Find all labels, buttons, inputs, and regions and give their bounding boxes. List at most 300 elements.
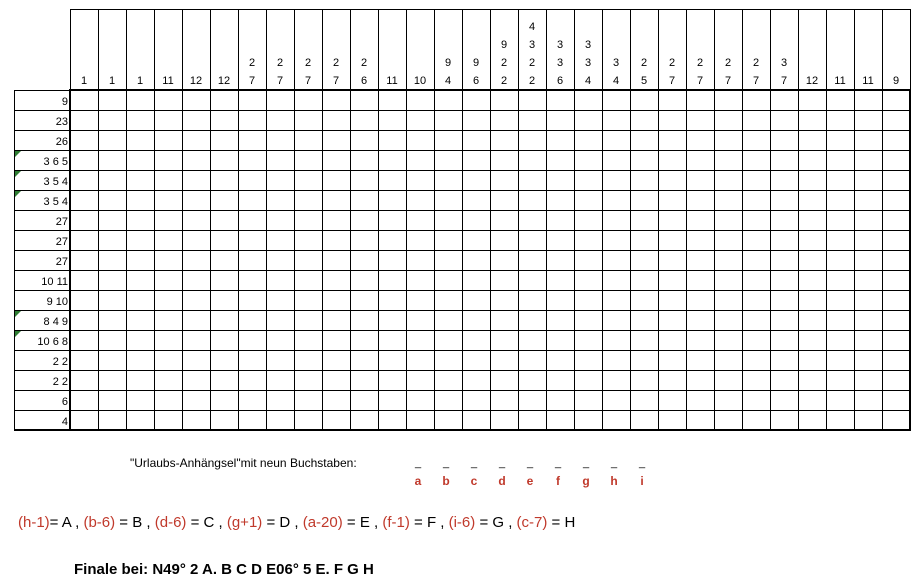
grid-cell[interactable] [99,251,126,270]
grid-cell[interactable] [631,191,658,210]
grid-cell[interactable] [603,351,630,370]
grid-cell[interactable] [855,91,882,110]
grid-cell[interactable] [295,311,322,330]
grid-cell[interactable] [435,231,462,250]
grid-cell[interactable] [211,131,238,150]
grid-cell[interactable] [99,231,126,250]
grid-cell[interactable] [883,351,910,370]
grid-cell[interactable] [183,311,210,330]
grid-cell[interactable] [603,251,630,270]
grid-cell[interactable] [519,151,546,170]
grid-cell[interactable] [351,251,378,270]
grid-cell[interactable] [155,151,182,170]
grid-cell[interactable] [99,171,126,190]
grid-cell[interactable] [883,291,910,310]
grid-cell[interactable] [127,151,154,170]
grid-cell[interactable] [715,251,742,270]
grid-cell[interactable] [351,291,378,310]
grid-cell[interactable] [799,191,826,210]
grid-cell[interactable] [827,91,854,110]
grid-cell[interactable] [743,371,770,390]
grid-cell[interactable] [603,391,630,410]
grid-cell[interactable] [715,351,742,370]
grid-cell[interactable] [463,111,490,130]
grid-cell[interactable] [71,111,98,130]
grid-cell[interactable] [323,231,350,250]
grid-cell[interactable] [771,191,798,210]
grid-cell[interactable] [183,411,210,430]
grid-cell[interactable] [799,291,826,310]
grid-cell[interactable] [575,271,602,290]
grid-cell[interactable] [771,411,798,430]
grid-cell[interactable] [659,371,686,390]
grid-cell[interactable] [295,391,322,410]
grid-cell[interactable] [547,131,574,150]
grid-cell[interactable] [883,231,910,250]
grid-cell[interactable] [771,371,798,390]
grid-cell[interactable] [183,351,210,370]
grid-cell[interactable] [155,91,182,110]
grid-cell[interactable] [715,271,742,290]
grid-cell[interactable] [267,191,294,210]
grid-cell[interactable] [351,271,378,290]
grid-cell[interactable] [155,311,182,330]
grid-cell[interactable] [659,191,686,210]
grid-cell[interactable] [127,351,154,370]
letter-slot[interactable] [496,458,508,488]
grid-cell[interactable] [127,311,154,330]
grid-cell[interactable] [127,191,154,210]
grid-cell[interactable] [827,251,854,270]
grid-cell[interactable] [239,211,266,230]
grid-cell[interactable] [743,91,770,110]
grid-cell[interactable] [687,171,714,190]
grid-cell[interactable] [435,171,462,190]
grid-cell[interactable] [491,251,518,270]
grid-cell[interactable] [519,271,546,290]
grid-cell[interactable] [547,331,574,350]
grid-cell[interactable] [407,271,434,290]
grid-cell[interactable] [295,251,322,270]
grid-cell[interactable] [547,171,574,190]
grid-cell[interactable] [659,91,686,110]
grid-cell[interactable] [211,231,238,250]
grid-cell[interactable] [239,91,266,110]
grid-cell[interactable] [99,331,126,350]
grid-cell[interactable] [519,371,546,390]
grid-cell[interactable] [71,171,98,190]
grid-cell[interactable] [547,251,574,270]
grid-cell[interactable] [547,271,574,290]
grid-cell[interactable] [183,231,210,250]
grid-cell[interactable] [463,171,490,190]
grid-cell[interactable] [547,151,574,170]
grid-cell[interactable] [771,231,798,250]
grid-cell[interactable] [519,171,546,190]
grid-cell[interactable] [827,171,854,190]
grid-cell[interactable] [715,311,742,330]
grid-cell[interactable] [183,171,210,190]
grid-cell[interactable] [519,391,546,410]
grid-cell[interactable] [295,271,322,290]
grid-cell[interactable] [463,211,490,230]
letter-slot[interactable] [636,458,648,488]
grid-cell[interactable] [631,211,658,230]
grid-cell[interactable] [519,331,546,350]
grid-cell[interactable] [883,311,910,330]
letter-slot[interactable] [580,458,592,488]
grid-cell[interactable] [883,411,910,430]
grid-cell[interactable] [351,231,378,250]
letter-slot[interactable] [524,458,536,488]
grid-cell[interactable] [491,371,518,390]
grid-cell[interactable] [715,111,742,130]
grid-cell[interactable] [743,211,770,230]
grid-cell[interactable] [435,311,462,330]
grid-cell[interactable] [687,91,714,110]
grid-cell[interactable] [99,291,126,310]
grid-cell[interactable] [183,131,210,150]
grid-cell[interactable] [883,151,910,170]
grid-cell[interactable] [519,251,546,270]
grid-cell[interactable] [575,191,602,210]
grid-cell[interactable] [799,371,826,390]
grid-cell[interactable] [155,191,182,210]
grid-cell[interactable] [743,111,770,130]
grid-cell[interactable] [155,351,182,370]
grid-cell[interactable] [491,351,518,370]
grid-cell[interactable] [743,171,770,190]
grid-cell[interactable] [575,391,602,410]
grid-cell[interactable] [631,231,658,250]
grid-cell[interactable] [715,291,742,310]
grid-cell[interactable] [71,231,98,250]
grid-cell[interactable] [407,411,434,430]
grid-cell[interactable] [99,351,126,370]
grid-cell[interactable] [71,191,98,210]
grid-cell[interactable] [435,391,462,410]
grid-cell[interactable] [435,191,462,210]
grid-cell[interactable] [155,271,182,290]
grid-cell[interactable] [687,231,714,250]
grid-cell[interactable] [827,151,854,170]
grid-cell[interactable] [519,211,546,230]
grid-cell[interactable] [267,331,294,350]
grid-cell[interactable] [71,251,98,270]
grid-cell[interactable] [575,91,602,110]
grid-cell[interactable] [267,371,294,390]
grid-cell[interactable] [267,111,294,130]
grid-cell[interactable] [323,291,350,310]
grid-cell[interactable] [351,331,378,350]
grid-cell[interactable] [855,371,882,390]
grid-cell[interactable] [575,371,602,390]
grid-cell[interactable] [519,111,546,130]
grid-cell[interactable] [575,331,602,350]
grid-cell[interactable] [239,351,266,370]
grid-cell[interactable] [519,311,546,330]
grid-cell[interactable] [603,231,630,250]
grid-cell[interactable] [771,351,798,370]
grid-cell[interactable] [155,211,182,230]
grid-cell[interactable] [631,371,658,390]
grid-cell[interactable] [239,411,266,430]
grid-cell[interactable] [183,111,210,130]
grid-cell[interactable] [575,351,602,370]
grid-cell[interactable] [659,391,686,410]
grid-cell[interactable] [183,331,210,350]
grid-cell[interactable] [267,211,294,230]
grid-cell[interactable] [435,271,462,290]
grid-cell[interactable] [407,171,434,190]
grid-cell[interactable] [183,251,210,270]
grid-cell[interactable] [127,131,154,150]
grid-cell[interactable] [799,331,826,350]
grid-cell[interactable] [239,191,266,210]
grid-cell[interactable] [855,391,882,410]
grid-cell[interactable] [855,151,882,170]
grid-cell[interactable] [715,231,742,250]
grid-cell[interactable] [407,151,434,170]
grid-cell[interactable] [547,291,574,310]
grid-cell[interactable] [295,371,322,390]
grid-cell[interactable] [71,131,98,150]
grid-cell[interactable] [715,191,742,210]
grid-cell[interactable] [603,331,630,350]
grid-cell[interactable] [547,231,574,250]
grid-cell[interactable] [547,91,574,110]
grid-cell[interactable] [71,91,98,110]
grid-cell[interactable] [491,171,518,190]
grid-cell[interactable] [687,151,714,170]
grid-cell[interactable] [127,331,154,350]
grid-cell[interactable] [127,211,154,230]
grid-cell[interactable] [351,151,378,170]
grid-cell[interactable] [659,291,686,310]
grid-cell[interactable] [379,211,406,230]
grid-cell[interactable] [379,251,406,270]
grid-cell[interactable] [743,351,770,370]
grid-cell[interactable] [771,271,798,290]
grid-cell[interactable] [603,171,630,190]
grid-cell[interactable] [379,111,406,130]
grid-cell[interactable] [323,351,350,370]
grid-cell[interactable] [435,331,462,350]
grid-cell[interactable] [743,131,770,150]
grid-cell[interactable] [603,111,630,130]
grid-cell[interactable] [127,371,154,390]
grid-cell[interactable] [323,211,350,230]
grid-cell[interactable] [211,311,238,330]
grid-cell[interactable] [379,271,406,290]
grid-cell[interactable] [519,351,546,370]
grid-cell[interactable] [827,391,854,410]
grid-cell[interactable] [127,291,154,310]
grid-cell[interactable] [351,171,378,190]
grid-cell[interactable] [883,211,910,230]
grid-cell[interactable] [827,371,854,390]
grid-cell[interactable] [659,151,686,170]
grid-cell[interactable] [127,111,154,130]
grid-cell[interactable] [603,371,630,390]
letter-slot[interactable] [412,458,424,488]
grid-cell[interactable] [323,191,350,210]
grid-cell[interactable] [155,231,182,250]
grid-cell[interactable] [603,91,630,110]
grid-cell[interactable] [855,251,882,270]
grid-cell[interactable] [407,131,434,150]
grid-cell[interactable] [267,131,294,150]
grid-cell[interactable] [883,111,910,130]
grid-cell[interactable] [771,91,798,110]
grid-cell[interactable] [659,211,686,230]
grid-cell[interactable] [603,271,630,290]
grid-cell[interactable] [295,411,322,430]
grid-cell[interactable] [463,191,490,210]
grid-cell[interactable] [211,271,238,290]
grid-cell[interactable] [715,331,742,350]
grid-cell[interactable] [715,151,742,170]
grid-cell[interactable] [99,411,126,430]
grid-cell[interactable] [603,311,630,330]
grid-cell[interactable] [743,271,770,290]
grid-cell[interactable] [743,391,770,410]
grid-cell[interactable] [183,291,210,310]
grid-cell[interactable] [855,331,882,350]
grid-cell[interactable] [743,291,770,310]
grid-cell[interactable] [547,391,574,410]
grid-cell[interactable] [603,211,630,230]
grid-cell[interactable] [407,111,434,130]
grid-cell[interactable] [127,271,154,290]
grid-cell[interactable] [575,291,602,310]
grid-cell[interactable] [71,151,98,170]
grid-cell[interactable] [267,251,294,270]
grid-cell[interactable] [127,91,154,110]
grid-cell[interactable] [239,131,266,150]
grid-cell[interactable] [379,371,406,390]
grid-cell[interactable] [99,191,126,210]
grid-cell[interactable] [127,171,154,190]
grid-cell[interactable] [715,411,742,430]
grid-cell[interactable] [323,111,350,130]
grid-cell[interactable] [127,251,154,270]
grid-cell[interactable] [799,131,826,150]
grid-cell[interactable] [491,231,518,250]
grid-cell[interactable] [603,131,630,150]
grid-cell[interactable] [491,211,518,230]
grid-cell[interactable] [799,151,826,170]
grid-cell[interactable] [687,271,714,290]
grid-cell[interactable] [463,311,490,330]
grid-cell[interactable] [491,151,518,170]
grid-cell[interactable] [575,131,602,150]
grid-cell[interactable] [715,171,742,190]
grid-cell[interactable] [491,191,518,210]
grid-cell[interactable] [631,351,658,370]
grid-cell[interactable] [155,131,182,150]
grid-cell[interactable] [295,111,322,130]
grid-cell[interactable] [155,391,182,410]
grid-cell[interactable] [463,231,490,250]
grid-cell[interactable] [267,171,294,190]
grid-cell[interactable] [631,111,658,130]
grid-cell[interactable] [295,231,322,250]
grid-cell[interactable] [239,231,266,250]
grid-cell[interactable] [267,351,294,370]
grid-cell[interactable] [463,351,490,370]
grid-cell[interactable] [407,251,434,270]
grid-cell[interactable] [715,91,742,110]
grid-cell[interactable] [883,191,910,210]
grid-cell[interactable] [435,411,462,430]
grid-cell[interactable] [351,371,378,390]
grid-cell[interactable] [799,311,826,330]
grid-cell[interactable] [295,91,322,110]
grid-cell[interactable] [71,351,98,370]
grid-cell[interactable] [155,251,182,270]
grid-cell[interactable] [435,151,462,170]
grid-cell[interactable] [463,131,490,150]
grid-cell[interactable] [575,411,602,430]
grid-cell[interactable] [575,251,602,270]
grid-cell[interactable] [99,91,126,110]
grid-cell[interactable] [799,211,826,230]
grid-cell[interactable] [883,251,910,270]
grid-cell[interactable] [855,111,882,130]
grid-cell[interactable] [435,291,462,310]
grid-cell[interactable] [267,411,294,430]
grid-cell[interactable] [715,391,742,410]
grid-cell[interactable] [239,251,266,270]
grid-cell[interactable] [687,111,714,130]
grid-cell[interactable] [771,111,798,130]
grid-cell[interactable] [323,371,350,390]
grid-cell[interactable] [323,311,350,330]
grid-cell[interactable] [715,131,742,150]
grid-cell[interactable] [855,171,882,190]
grid-cell[interactable] [155,171,182,190]
grid-cell[interactable] [771,311,798,330]
grid-cell[interactable] [883,391,910,410]
grid-cell[interactable] [855,211,882,230]
grid-cell[interactable] [659,231,686,250]
grid-cell[interactable] [379,331,406,350]
grid-cell[interactable] [575,211,602,230]
grid-cell[interactable] [743,231,770,250]
grid-cell[interactable] [575,171,602,190]
grid-cell[interactable] [743,151,770,170]
grid-cell[interactable] [407,311,434,330]
grid-cell[interactable] [547,211,574,230]
grid-cell[interactable] [435,371,462,390]
grid-cell[interactable] [435,131,462,150]
grid-cell[interactable] [407,291,434,310]
grid-cell[interactable] [519,131,546,150]
grid-cell[interactable] [855,291,882,310]
grid-cell[interactable] [631,251,658,270]
grid-cell[interactable] [743,251,770,270]
grid-cell[interactable] [771,251,798,270]
grid-cell[interactable] [771,211,798,230]
grid-cell[interactable] [295,331,322,350]
grid-cell[interactable] [323,151,350,170]
grid-cell[interactable] [239,171,266,190]
grid-cell[interactable] [239,331,266,350]
grid-cell[interactable] [827,331,854,350]
grid-cell[interactable] [799,411,826,430]
grid-cell[interactable] [183,371,210,390]
